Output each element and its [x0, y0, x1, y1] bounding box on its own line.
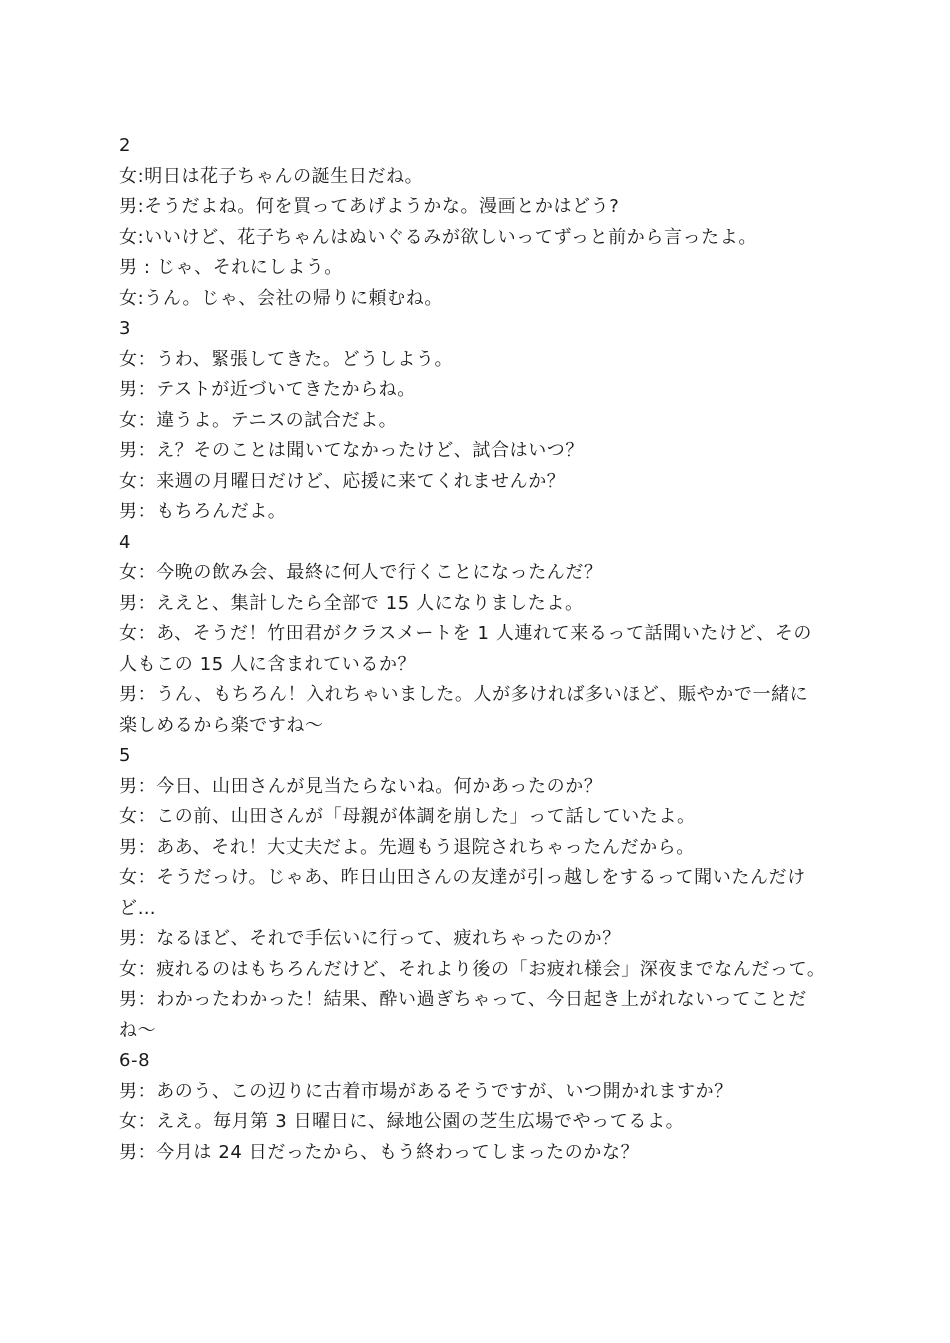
dialogue-line: 男：あのう、この辺りに古着市場があるそうですが、いつ開かれますか？	[119, 1080, 733, 1102]
dialogue-line: 男：え？そのことは聞いてなかったけど、試合はいつ？	[119, 440, 584, 461]
transcript-page	[119, 131, 834, 1168]
dialogue-line: 男：うん、もちろん！入れちゃいました。人が多ければ多いほど、賑やかで一緒に	[119, 684, 809, 705]
section-number: 2	[119, 135, 132, 156]
section-number: 6-8	[119, 1050, 151, 1071]
dialogue-line: 女：あ、そうだ！竹田君がクラスメートを 1 人連れて来るって話聞いたけど、その	[119, 623, 813, 644]
dialogue-line: 男:そうだよね。何を買ってあげようかな。漫画とかはどう?	[119, 196, 620, 217]
dialogue-line: 女:うん。じゃ、会社の帰りに頼むね。	[119, 287, 443, 309]
section-number: 5	[119, 745, 132, 766]
section-number: 4	[119, 531, 132, 553]
dialogue-line: 男：ええと、集計したら全部で 15 人になりましたよ。	[119, 592, 584, 614]
dialogue-line: 女：来週の月曜日だけど、応援に来てくれませんか？	[119, 470, 566, 492]
dialogue-line: 女：違うよ。テニスの試合だよ。	[119, 409, 398, 431]
dialogue-line: 女:明日は花子ちゃんの誕生日だね。	[119, 165, 424, 187]
dialogue-line: 女：今晩の飲み会、最終に何人で行くことになったんだ？	[119, 562, 603, 583]
dialogue-line: 男：ああ、それ！大丈夫だよ。先週もう退院されちゃったんだから。	[119, 836, 695, 858]
dialogue-line: 女：疲れるのはもちろんだけど、それより後の「お疲れ様会」深夜までなんだって。	[119, 958, 826, 980]
dialogue-line: 女：うわ、緊張してきた。どうしよう。	[119, 348, 454, 370]
dialogue-line: 男：もちろんだよ。	[119, 501, 287, 522]
dialogue-line: 女:いいけど、花子ちゃんはぬいぐるみが欲しいってずっと前から言ったよ。	[119, 226, 757, 248]
dialogue-line: 男：今日、山田さんが見当たらないね。何かあったのか？	[119, 775, 603, 797]
dialogue-line: 女：この前、山田さんが「母親が体調を崩した」って話していたよ。	[119, 806, 696, 827]
dialogue-line: ね～	[119, 1019, 157, 1041]
dialogue-line: 女：そうだっけ。じゃあ、昨日山田さんの友達が引っ越しをするって聞いたんだけ	[119, 867, 806, 888]
dialogue-line: 楽しめるから楽ですね～	[119, 714, 324, 736]
dialogue-line: 男：テストが近づいてきたからね。	[119, 379, 416, 400]
dialogue-line: 男：なるほど、それで手伝いに行って、疲れちゃったのか？	[119, 928, 621, 949]
dialogue-line: 人もこの 15 人に含まれているか？	[119, 653, 417, 675]
section-number: 3	[119, 318, 132, 339]
dialogue-line: ど…	[119, 897, 157, 919]
dialogue-line: 男：今月は 24 日だったから、もう終わってしまったのかな？	[119, 1141, 640, 1163]
dialogue-line: 女：ええ。毎月第 3 日曜日に、緑地公園の芝生広場でやってるよ。	[119, 1111, 685, 1132]
dialogue-line: 男 : じゃ、それにしよう。	[119, 257, 343, 278]
dialogue-line: 男：わかったわかった！結果、酔い過ぎちゃって、今日起き上がれないってことだ	[119, 989, 807, 1010]
